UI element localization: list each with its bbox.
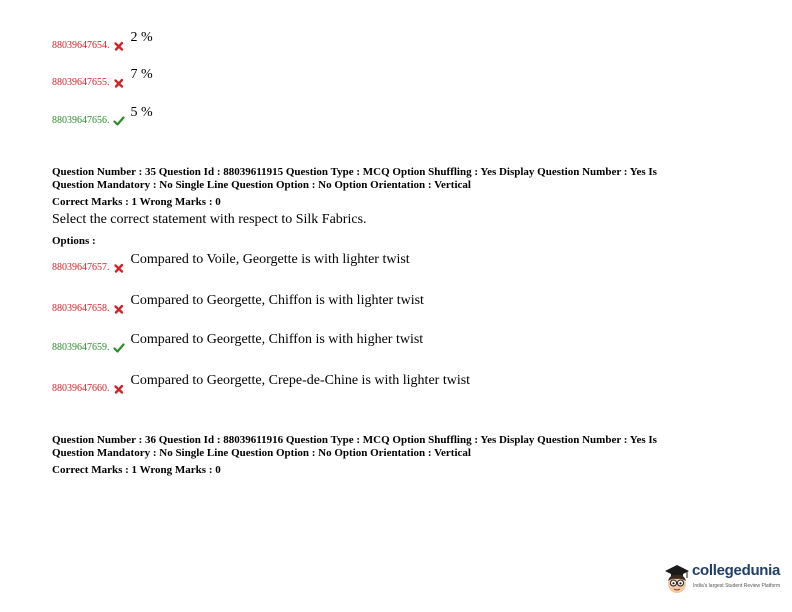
option-row bbox=[52, 105, 153, 127]
option-row bbox=[52, 373, 470, 395]
option-id: 88039647655. bbox=[52, 77, 110, 88]
cross-icon bbox=[113, 303, 125, 315]
question-meta-line: Question Number : 35 Question Id : 88039611915 Question Type : MCQ Option Shuffling : Yes Display Question Number : Yes Is bbox=[52, 166, 657, 178]
cross-icon bbox=[113, 262, 125, 274]
option-text: Compared to Voile, Georgette is with lighter twist bbox=[130, 252, 410, 267]
option-text: 5 % bbox=[130, 105, 153, 120]
question-meta bbox=[52, 166, 742, 192]
question-text: Select the correct statement with respect to Silk Fabrics. bbox=[52, 212, 367, 227]
check-icon bbox=[113, 115, 125, 127]
option-id: 88039647659. bbox=[52, 342, 110, 353]
logo-wordmark: collegedunia bbox=[692, 562, 781, 579]
marks-info: Correct Marks : 1 Wrong Marks : 0 bbox=[52, 464, 221, 476]
option-id: 88039647656. bbox=[52, 115, 110, 126]
option-text: 2 % bbox=[130, 30, 153, 45]
question-meta-line: Question Mandatory : No Single Line Question Option : No Option Orientation : Vertical bbox=[52, 179, 471, 191]
option-row bbox=[52, 30, 153, 52]
option-id: 88039647660. bbox=[52, 383, 110, 394]
marks-info: Correct Marks : 1 Wrong Marks : 0 bbox=[52, 196, 221, 208]
question-meta-line: Question Mandatory : No Single Line Question Option : No Option Orientation : Vertical bbox=[52, 447, 471, 459]
option-id: 88039647658. bbox=[52, 303, 110, 314]
option-id: 88039647654. bbox=[52, 40, 110, 51]
option-text: Compared to Georgette, Chiffon is with lighter twist bbox=[130, 293, 424, 308]
option-text: 7 % bbox=[130, 67, 153, 82]
question-meta bbox=[52, 434, 742, 460]
question-meta-line: Question Number : 36 Question Id : 88039611916 Question Type : MCQ Option Shuffling : Yes Display Question Number : Yes Is bbox=[52, 434, 657, 446]
options-label: Options : bbox=[52, 235, 96, 247]
mascot-icon bbox=[662, 560, 692, 596]
option-row bbox=[52, 67, 153, 89]
option-text: Compared to Georgette, Crepe-de-Chine is with lighter twist bbox=[130, 373, 471, 388]
option-row bbox=[52, 332, 423, 354]
collegedunia-logo bbox=[662, 560, 786, 600]
cross-icon bbox=[113, 40, 125, 52]
option-text: Compared to Georgette, Chiffon is with higher twist bbox=[130, 332, 424, 347]
cross-icon bbox=[113, 77, 125, 89]
logo-tagline: India's largest Student Review Platform bbox=[693, 583, 781, 589]
option-id: 88039647657. bbox=[52, 262, 110, 273]
check-icon bbox=[113, 342, 125, 354]
option-row bbox=[52, 293, 424, 315]
cross-icon bbox=[113, 383, 125, 395]
option-row bbox=[52, 252, 410, 274]
